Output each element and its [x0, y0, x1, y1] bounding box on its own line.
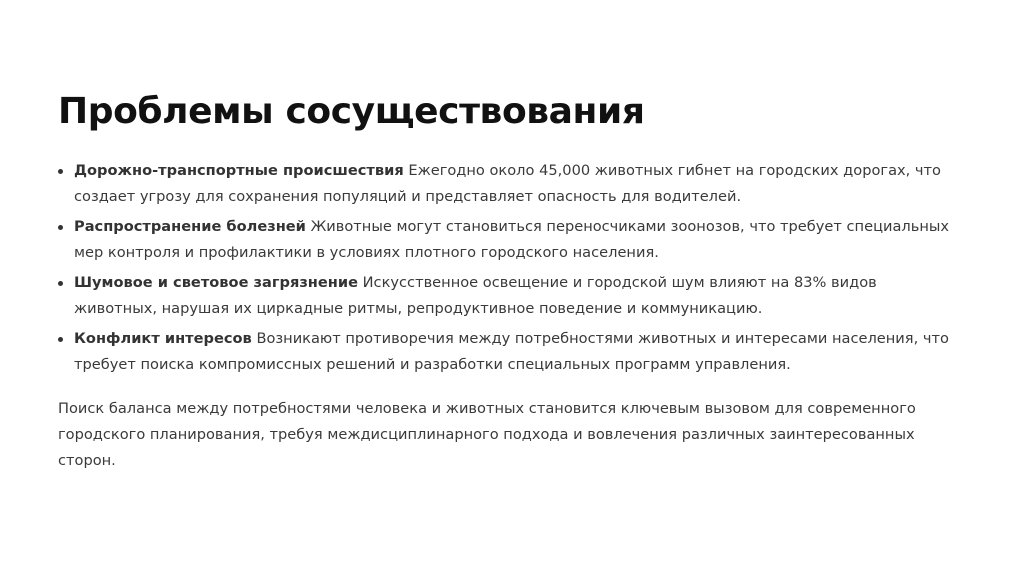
bullet-text: Искусственное освещение и городской шум влияют на 83% видов животных, нарушая их циркадные ритмы, репродуктивное поведение и коммуникацию. — [74, 274, 877, 317]
bullet-item — [58, 326, 964, 378]
bullet-item — [58, 158, 964, 210]
bullet-term: Шумовое и световое загрязнение — [74, 274, 358, 291]
bullet-list — [58, 158, 964, 378]
summary-paragraph: Поиск баланса между потребностями человека и животных становится ключевым вызовом для современного городского планирования, требуя междисциплинарного подхода и вовлечения различных заинтересованных сторон. — [58, 400, 916, 469]
bullet-dot-icon — [58, 281, 63, 286]
bullet-dot-icon — [58, 337, 63, 342]
bullet-term: Дорожно-транспортные происшествия — [74, 162, 404, 179]
bullet-dot-icon — [58, 169, 63, 174]
bullet-item — [58, 214, 964, 266]
bullet-dot-icon — [58, 225, 63, 230]
bullet-text: Животные могут становиться переносчиками зоонозов, что требует специальных мер контроля и профилактики в условиях плотного городского населения. — [74, 218, 950, 261]
slide-title: Проблемы сосуществования — [58, 91, 645, 132]
bullet-text: Ежегодно около 45,000 животных гибнет на городских дорогах, что создает угрозу для сохранения популяций и представляет опасность для водителей. — [74, 162, 941, 205]
bullet-term: Конфликт интересов — [74, 330, 252, 347]
bullet-text: Возникают противоречия между потребностями животных и интересами населения, что требует поиска компромиссных решений и разработки специальных программ управления. — [74, 330, 949, 373]
bullet-item — [58, 270, 964, 322]
bullet-term: Распространение болезней — [74, 218, 306, 235]
